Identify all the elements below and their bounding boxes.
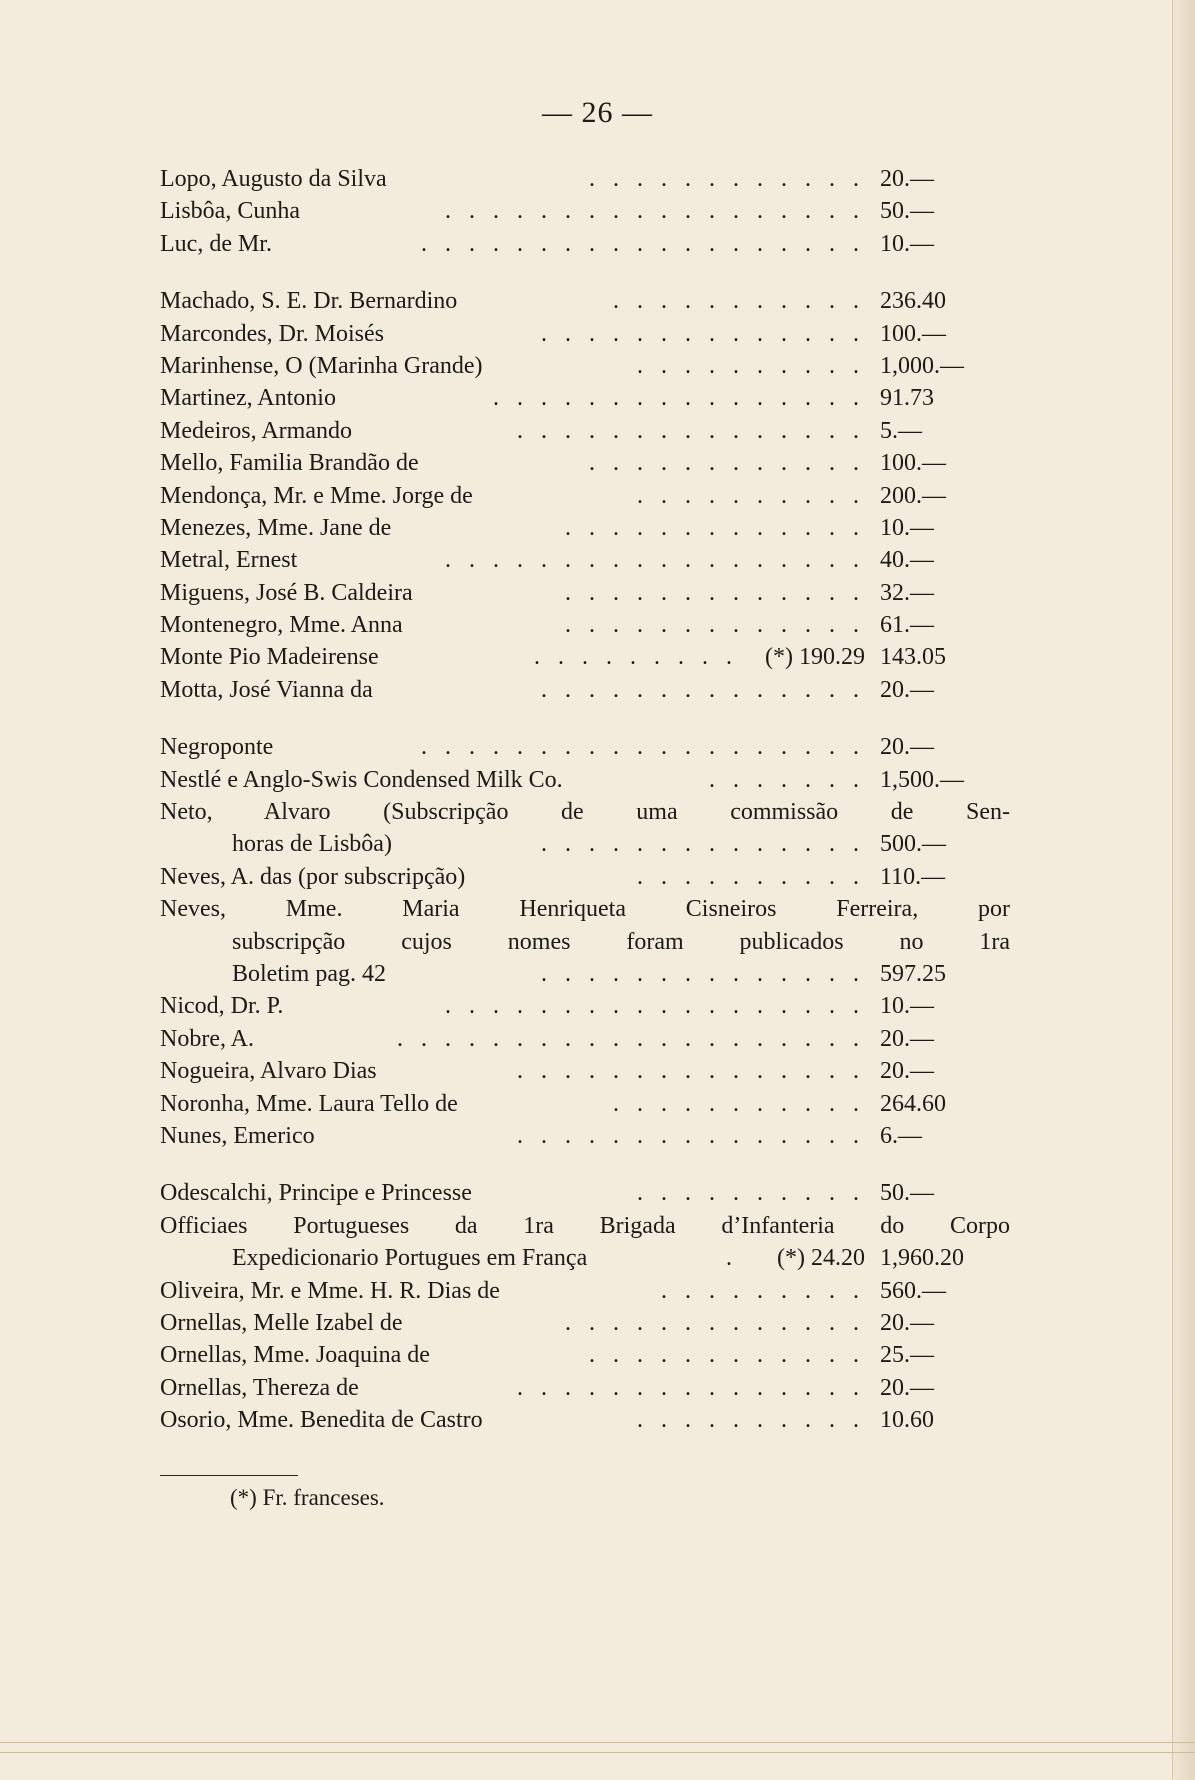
leader-dots: . . . . . . . . . . . . . . [541, 960, 865, 987]
amount: 32.— [880, 579, 934, 606]
amount: 10.— [880, 230, 934, 257]
leader-dots: . . . . . . . . . . . . . . . . . . [445, 198, 865, 225]
leader-dots: . . . . . . . . . . . [613, 288, 865, 315]
list-item [160, 480, 1010, 512]
amount: 20.— [880, 1374, 934, 1401]
list-item [160, 1088, 1010, 1120]
contributor-name: Oliveira, Mr. e Mme. H. R. Dias de [160, 1277, 500, 1304]
list-item [160, 926, 1010, 958]
list-item [160, 609, 1010, 641]
amount: 200.— [880, 482, 946, 509]
contributor-name: Nestlé e Anglo-Swis Condensed Milk Co. [160, 766, 563, 793]
leader-dots: . . . . . . . . . . . . . . . [517, 1058, 865, 1085]
list-item [160, 318, 1010, 350]
contributor-name: Medeiros, Armando [160, 417, 352, 444]
contributor-name: Monte Pio Madeirense [160, 644, 379, 671]
leader-dots: . . . . . . . . . . . . . . [541, 676, 865, 703]
leader-dots: . . . . . . . . . . . . . . . . . . [445, 993, 865, 1020]
contributor-name: Marinhense, O (Marinha Grande) [160, 352, 483, 379]
amount: 10.60 [880, 1407, 934, 1434]
list-item [160, 228, 1010, 260]
contributor-name: Osorio, Mme. Benedita de Castro [160, 1407, 483, 1434]
amount: 10.— [880, 993, 934, 1020]
list-item [160, 577, 1010, 609]
letter-section [160, 285, 1010, 706]
contributor-name: Lopo, Augusto da Silva [160, 166, 387, 192]
contributor-name: Neves, A. das (por subscripção) [160, 863, 466, 890]
leader-dots: . . . . . . . . . . . . [589, 166, 865, 192]
leader-dots: . . . . . . . . . . . . . . . . [493, 385, 865, 412]
amount: 50.— [880, 198, 934, 225]
amount: 100.— [880, 450, 946, 477]
list-item [160, 1210, 1010, 1242]
contributor-name: Miguens, José B. Caldeira [160, 579, 413, 606]
leader-dots: . . . . . . . . . . . [613, 1090, 865, 1117]
contributor-name: Neto, Alvaro (Subscripção de uma commissão de Sen- [160, 799, 1010, 826]
contributor-name: Menezes, Mme. Jane de [160, 514, 392, 541]
leader-dots: . . . . . . . . . . . . . [565, 612, 865, 639]
amount: 5.— [880, 417, 922, 444]
amount: 6.— [880, 1122, 922, 1149]
contributor-name: Metral, Ernest [160, 547, 298, 574]
leader-dots: . . . . . . . . . . . . [589, 1342, 865, 1369]
contributor-name: Nunes, Emerico [160, 1122, 315, 1149]
list-item [160, 163, 1010, 195]
amount: 20.— [880, 166, 934, 192]
contributor-name: Negroponte [160, 734, 274, 761]
contributor-name: Ornellas, Thereza de [160, 1374, 359, 1401]
leader-dots: . . . . . . . . . . . . . [565, 579, 865, 606]
contributor-name: horas de Lisbôa) [232, 831, 392, 858]
contributor-name: Ornellas, Mme. Joaquina de [160, 1342, 430, 1369]
contributor-name: Neves, Mme. Maria Henriqueta Cisneiros Ferreira, por [160, 896, 1010, 923]
leader-dots: . . . . . . . . . . [637, 352, 865, 379]
list-item [160, 990, 1010, 1022]
amount: 20.— [880, 676, 934, 703]
list-item [160, 828, 1010, 860]
contributor-name: Noronha, Mme. Laura Tello de [160, 1090, 458, 1117]
list-item [160, 195, 1010, 227]
leader-dots: . . . . . . . . . . . . . . . . . . . . [397, 1025, 865, 1052]
list-item [160, 1404, 1010, 1436]
leader-dots: . . . . . . . . . [534, 644, 738, 671]
amount: 61.— [880, 612, 934, 639]
contributor-name: Marcondes, Dr. Moisés [160, 320, 384, 347]
list-item [160, 1372, 1010, 1404]
contributor-list [160, 163, 1010, 1461]
contributor-name: Mello, Familia Brandão de [160, 450, 419, 477]
list-item [160, 1120, 1010, 1152]
page-edge [1172, 0, 1195, 1780]
amount: 236.40 [880, 288, 946, 315]
footnote-rule [160, 1475, 298, 1476]
leader-dots: . . . . . . . . . . . . . . . . . . [445, 547, 865, 574]
letter-section [160, 1177, 1010, 1436]
page-number: — 26 — [542, 96, 653, 129]
leader-dots: . . . . . . . . . . [637, 1180, 865, 1207]
contributor-name: Motta, José Vianna da [160, 676, 373, 703]
amount: 20.— [880, 734, 934, 761]
list-item [160, 350, 1010, 382]
contributor-name: Expedicionario Portugues em França [232, 1245, 588, 1272]
leader-dots: . . . . . . . . . . . . . [565, 1309, 865, 1336]
contributor-name: Machado, S. E. Dr. Bernardino [160, 288, 458, 315]
amount: 20.— [880, 1025, 934, 1052]
contributor-name: Nogueira, Alvaro Dias [160, 1058, 377, 1085]
list-item [160, 382, 1010, 414]
leader-dots: . . . . . . . . . . . . . . [541, 320, 865, 347]
list-item [160, 1055, 1010, 1087]
list-item [160, 285, 1010, 317]
contributor-name: Luc, de Mr. [160, 230, 272, 257]
contributor-name: Martinez, Antonio [160, 385, 336, 412]
list-item [160, 1242, 1010, 1274]
leader-dots: . . . . . . . . . . . . [589, 450, 865, 477]
amount: 110.— [880, 863, 946, 890]
amount: 597.25 [880, 960, 946, 987]
francs-note: (*) 24.20 [777, 1245, 865, 1272]
list-item [160, 893, 1010, 925]
list-item [160, 796, 1010, 828]
amount: 1,960.20 [880, 1245, 964, 1272]
letter-section [160, 163, 1010, 260]
list-item [160, 1307, 1010, 1339]
list-item [160, 674, 1010, 706]
amount: 560.— [880, 1277, 946, 1304]
amount: 1,500.— [880, 766, 964, 793]
list-item [160, 764, 1010, 796]
contributor-name: Mendonça, Mr. e Mme. Jorge de [160, 482, 473, 509]
contributor-name: Lisbôa, Cunha [160, 198, 300, 225]
contributor-name: Nicod, Dr. P. [160, 993, 284, 1020]
list-item [160, 861, 1010, 893]
leader-dots: . . . . . . . . . . . . . . [541, 831, 865, 858]
leader-dots: . . . . . . . . . . . . . . . [517, 417, 865, 444]
contributor-name: Montenegro, Mme. Anna [160, 612, 403, 639]
amount: 40.— [880, 547, 934, 574]
amount: 25.— [880, 1342, 934, 1369]
contributor-name: Odescalchi, Principe e Princesse [160, 1180, 472, 1207]
contributor-name: subscripção cujos nomes foram publicados no 1ra [232, 928, 1010, 955]
list-item [160, 1339, 1010, 1371]
leader-dots: . . . . . . . . . . . . . . . [517, 1122, 865, 1149]
amount: 143.05 [880, 644, 946, 671]
scan-rule [0, 1742, 1195, 1743]
amount: 91.73 [880, 385, 934, 412]
amount: 1,000.— [880, 352, 964, 379]
amount: 100.— [880, 320, 946, 347]
amount: 20.— [880, 1058, 934, 1085]
leader-dots: . . . . . . . . . . . . . [565, 514, 865, 541]
leader-dots: . . . . . . . . . . [637, 863, 865, 890]
amount: 500.— [880, 831, 946, 858]
amount: 264.60 [880, 1090, 946, 1117]
francs-note: (*) 190.29 [765, 644, 865, 671]
list-item [160, 958, 1010, 990]
leader-dots: . . . . . . . . . [661, 1277, 865, 1304]
list-item [160, 641, 1010, 673]
contributor-name: Ornellas, Melle Izabel de [160, 1309, 403, 1336]
amount: 10.— [880, 514, 934, 541]
leader-dots: . . . . . . . . . . [637, 482, 865, 509]
list-item [160, 447, 1010, 479]
list-item [160, 1275, 1010, 1307]
contributor-name: Boletim pag. 42 [232, 960, 386, 987]
contributor-name: Officiaes Portugueses da 1ra Brigada d’Infanteria do Corpo [160, 1212, 1010, 1239]
list-item [160, 415, 1010, 447]
contributor-name: Nobre, A. [160, 1025, 254, 1052]
amount: 50.— [880, 1180, 934, 1207]
list-item [160, 731, 1010, 763]
list-item [160, 512, 1010, 544]
footnote: (*) Fr. franceses. [230, 1485, 385, 1510]
letter-section [160, 731, 1010, 1152]
leader-dots: . [726, 1245, 738, 1272]
list-item [160, 1177, 1010, 1209]
leader-dots: . . . . . . . . . . . . . . . . . . . [421, 230, 865, 257]
leader-dots: . . . . . . . . . . . . . . . . . . . [421, 734, 865, 761]
leader-dots: . . . . . . . . . . [637, 1407, 865, 1434]
amount: 20.— [880, 1309, 934, 1336]
list-item [160, 1023, 1010, 1055]
leader-dots: . . . . . . . . . . . . . . . [517, 1374, 865, 1401]
list-item [160, 544, 1010, 576]
scan-rule [0, 1752, 1195, 1753]
leader-dots: . . . . . . . [709, 766, 865, 793]
